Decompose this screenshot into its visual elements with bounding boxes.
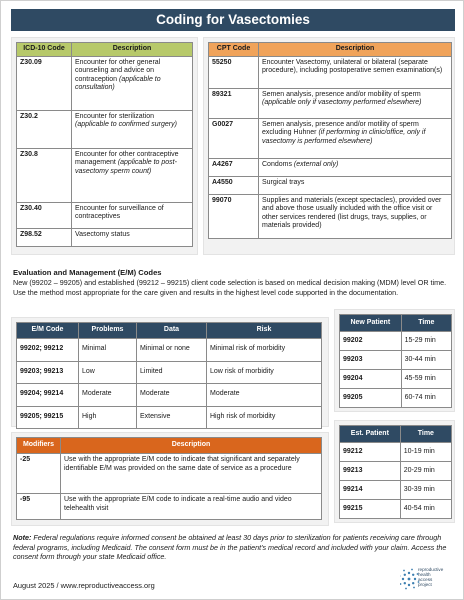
logo-line: reproductive	[418, 567, 444, 572]
table-row	[209, 56, 452, 88]
em-header-data: Data	[137, 323, 207, 339]
cpt-description: Encounter Vasectomy, unilateral or bilateral (separate procedure), including postoperative semen examination(s)	[259, 56, 452, 88]
est-patient-table	[339, 425, 452, 519]
cpt-description: Condoms (external only)	[259, 158, 452, 176]
est-patient-code: 99214	[340, 481, 401, 500]
icd-description: Vasectomy status	[72, 228, 193, 246]
em-data: Moderate	[137, 384, 207, 407]
em-section-title: Evaluation and Management (E/M) Codes	[13, 268, 162, 277]
icd-header-row	[17, 43, 193, 57]
cpt-description: Semen analysis, presence and/or motility of sperm excluding Huhner (if performing in clinic/office, only if vasectomy is performed elsewhere)	[259, 118, 452, 158]
page-title: Coding for Vasectomies	[11, 9, 455, 31]
em-code: 99202; 99212	[17, 339, 79, 362]
table-row	[340, 481, 452, 500]
table-row	[17, 361, 322, 384]
modifiers-panel	[11, 432, 329, 526]
cpt-header-description: Description	[259, 43, 452, 57]
em-risk: High risk of morbidity	[207, 406, 322, 429]
em-header-problems: Problems	[79, 323, 137, 339]
table-row	[340, 370, 452, 389]
cpt-code: 89321	[209, 88, 259, 118]
est-patient-code: 99213	[340, 462, 401, 481]
cpt-code: 55250	[209, 56, 259, 88]
modifiers-header-description: Description	[61, 438, 322, 454]
footer-text: August 2025 / www.reproductiveaccess.org	[13, 581, 155, 590]
em-header-risk: Risk	[207, 323, 322, 339]
em-problems: Low	[79, 361, 137, 384]
new-patient-code: 99204	[340, 370, 402, 389]
em-code: 99204; 99214	[17, 384, 79, 407]
em-panel	[11, 317, 329, 427]
logo-line: project	[418, 582, 432, 588]
est-patient-header: Est. Patient	[340, 426, 401, 443]
table-row	[340, 462, 452, 481]
table-row	[17, 110, 193, 148]
em-data: Extensive	[137, 406, 207, 429]
em-code: 99203; 99213	[17, 361, 79, 384]
em-risk: Low risk of morbidity	[207, 361, 322, 384]
cpt-table	[208, 42, 452, 239]
cpt-code: G0027	[209, 118, 259, 158]
icd-code: Z30.40	[17, 202, 72, 228]
icd-table	[16, 42, 193, 247]
new-patient-panel	[334, 309, 455, 412]
time-header: Time	[401, 315, 451, 332]
icd-description: Encounter for sterilization (applicable to confirmed surgery)	[72, 110, 193, 148]
modifier-code: -25	[17, 454, 61, 494]
modifier-description: Use with the appropriate E/M code to indicate that significant and separately identifiable E/M was provided on the same date of service as a procedure	[61, 454, 322, 494]
table-row	[17, 339, 322, 362]
table-row	[17, 494, 322, 520]
cpt-panel	[203, 37, 455, 255]
em-problems: Moderate	[79, 384, 137, 407]
est-patient-panel	[334, 420, 455, 523]
table-row	[340, 389, 452, 408]
modifier-code: -95	[17, 494, 61, 520]
new-patient-time: 60-74 min	[401, 389, 451, 408]
em-data: Minimal or none	[137, 339, 207, 362]
em-table	[16, 322, 322, 429]
new-patient-code: 99202	[340, 332, 402, 351]
em-risk: Moderate	[207, 384, 322, 407]
est-patient-time: 10-19 min	[400, 443, 451, 462]
table-row	[209, 194, 452, 238]
new-patient-time: 45-59 min	[401, 370, 451, 389]
em-header-row	[17, 323, 322, 339]
est-patient-code: 99215	[340, 500, 401, 519]
modifiers-header: Modifiers	[17, 438, 61, 454]
em-risk: Minimal risk of morbidity	[207, 339, 322, 362]
em-section-body: New (99202 – 99205) and established (99212 – 99215) client code selection is based on medical decision making (MDM) level OR time. Use the method most appropriate for the care given and results in the highest level code supported in the documentation.	[13, 278, 447, 297]
logo-text	[418, 567, 443, 588]
table-row	[340, 351, 452, 370]
new-patient-code: 99203	[340, 351, 402, 370]
icd-description: Encounter for surveillance of contraceptives	[72, 202, 193, 228]
note-text: Federal regulations require informed consent be obtained at least 30 days prior to sterilization for patients receiving care through federal programs, including Medicaid. The consent form must be in the patient's medical record and included with your claim. Access the consent form through your state Medicaid office.	[13, 533, 447, 561]
est-patient-time: 40-54 min	[400, 500, 451, 519]
est-patient-time: 20-29 min	[400, 462, 451, 481]
consent-note	[13, 533, 453, 562]
em-code: 99205; 99215	[17, 406, 79, 429]
icd-header-code: ICD-10 Code	[17, 43, 72, 57]
modifiers-table	[16, 437, 322, 520]
logo-line: health	[418, 572, 431, 578]
icd-panel	[11, 37, 198, 255]
icd-header-description: Description	[72, 43, 193, 57]
est-patient-time: 30-39 min	[400, 481, 451, 500]
icd-code: Z30.8	[17, 148, 72, 202]
em-header-code: E/M Code	[17, 323, 79, 339]
cpt-header-row	[209, 43, 452, 57]
modifier-description: Use with the appropriate E/M code to indicate a real-time audio and video telehealth visit	[61, 494, 322, 520]
est-patient-code: 99212	[340, 443, 401, 462]
icd-description: Encounter for other general counseling and advice on contraception (applicable to consultation)	[72, 56, 193, 110]
cpt-code: 99070	[209, 194, 259, 238]
cpt-description: Supplies and materials (except spectacles), provided over and above those usually included with the office visit or other services rendered (list drugs, trays, supplies, or materials provided)	[259, 194, 452, 238]
cpt-code: A4267	[209, 158, 259, 176]
table-row	[340, 332, 452, 351]
modifiers-header-row	[17, 438, 322, 454]
cpt-description: Surgical trays	[259, 176, 452, 194]
icd-code: Z30.2	[17, 110, 72, 148]
table-row	[17, 148, 193, 202]
table-row	[340, 500, 452, 519]
em-data: Limited	[137, 361, 207, 384]
table-row	[209, 158, 452, 176]
time-header: Time	[400, 426, 451, 443]
icd-code: Z98.52	[17, 228, 72, 246]
table-row	[17, 406, 322, 429]
table-row	[209, 88, 452, 118]
em-problems: High	[79, 406, 137, 429]
table-row	[17, 56, 193, 110]
new-patient-table	[339, 314, 452, 408]
icd-description: Encounter for other contraceptive management (applicable to post-vasectomy sperm count)	[72, 148, 193, 202]
cpt-header-code: CPT Code	[209, 43, 259, 57]
table-row	[17, 202, 193, 228]
table-row	[17, 454, 322, 494]
table-row	[17, 228, 193, 246]
cpt-code: A4550	[209, 176, 259, 194]
new-patient-code: 99205	[340, 389, 402, 408]
logo-line: access	[418, 577, 433, 583]
new-patient-header-row	[340, 315, 452, 332]
table-row	[340, 443, 452, 462]
new-patient-header: New Patient	[340, 315, 402, 332]
em-problems: Minimal	[79, 339, 137, 362]
est-patient-header-row	[340, 426, 452, 443]
icd-code: Z30.09	[17, 56, 72, 110]
new-patient-time: 30-44 min	[401, 351, 451, 370]
new-patient-time: 15-29 min	[401, 332, 451, 351]
table-row	[17, 384, 322, 407]
table-row	[209, 176, 452, 194]
table-row	[209, 118, 452, 158]
cpt-description: Semen analysis, presence and/or mobility of sperm (applicable only if vasectomy performed elsewhere)	[259, 88, 452, 118]
note-label: Note:	[13, 533, 32, 542]
